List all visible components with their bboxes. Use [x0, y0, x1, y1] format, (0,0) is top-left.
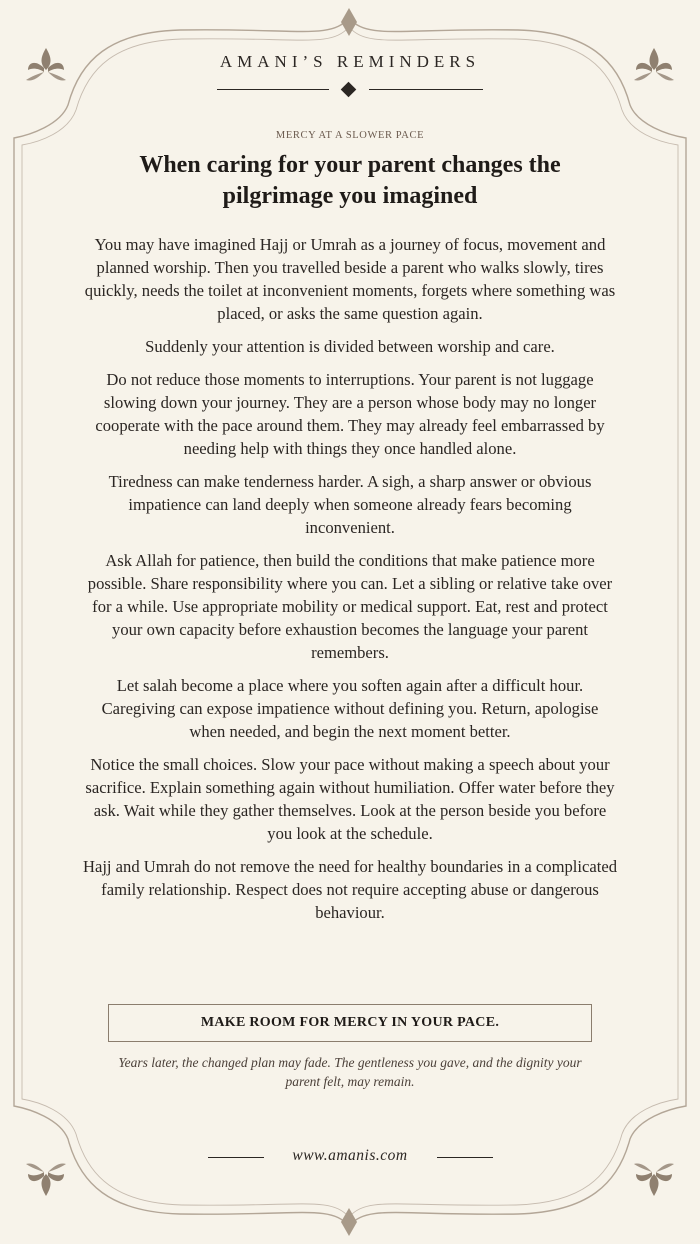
footer-rule-right [437, 1157, 493, 1158]
brand-diamond-icon [341, 82, 357, 98]
article-body [82, 233, 618, 934]
paragraph-7: Notice the small choices. Slow your pace without making a speech about your sacrifice. Explain something again without humiliation. Offer water before they ask. Wait while they gather themselves. Look at the person beside you before you look at the schedule. [85, 755, 615, 843]
article-headline: When caring for your parent changes the pilgrimage you imagined [139, 152, 561, 209]
footer-url-link[interactable]: www.amanis.com [292, 1147, 408, 1164]
article-kicker: MERCY AT A SLOWER PACE [275, 130, 425, 141]
paragraph-2: Suddenly your attention is divided between worship and care. [145, 337, 555, 356]
paragraph-6: Let salah become a place where you soften again after a difficult hour. Caregiving can expose impatience without defining you. Return, apologise when needed, and begin the next moment better. [101, 676, 599, 741]
closing-note: Years later, the changed plan may fade. The gentleness you gave, and the dignity your parent felt, may remain. [118, 1055, 582, 1089]
paragraph-3: Do not reduce those moments to interruptions. Your parent is not luggage slowing down your journey. They are a person whose body may no longer cooperate with the pace around them. They may already feel embarrassed by needing help with things they once handled alone. [95, 370, 605, 458]
brand-rule-left [217, 89, 329, 90]
paragraph-8: Hajj and Umrah do not remove the need for healthy boundaries in a complicated family relationship. Respect does not require accepting abuse or dangerous behaviour. [82, 857, 618, 922]
paragraph-5: Ask Allah for patience, then build the conditions that make patience more possible. Share responsibility where you can. Let a sibling or relative take over for a while. Use appropriate mobility or medical support. Eat, rest and protect your own capacity before exhaustion becomes the language your parent remembers. [87, 551, 613, 662]
paragraph-1: You may have imagined Hajj or Umrah as a journey of focus, movement and planned worship. Then you travelled beside a parent who walks slowly, tires quickly, needs the toilet at inconvenient moments, forgets where something was placed, or asks the same question again. [84, 235, 616, 323]
cta-box: MAKE ROOM FOR MERCY IN YOUR PACE. [108, 1004, 592, 1042]
brand-rule-right [369, 89, 483, 90]
paragraph-4: Tiredness can make tenderness harder. A sigh, a sharp answer or obvious impatience can land deeply when someone already fears becoming inconvenient. [108, 472, 592, 537]
brand-name: AMANI’S REMINDERS [219, 52, 481, 71]
